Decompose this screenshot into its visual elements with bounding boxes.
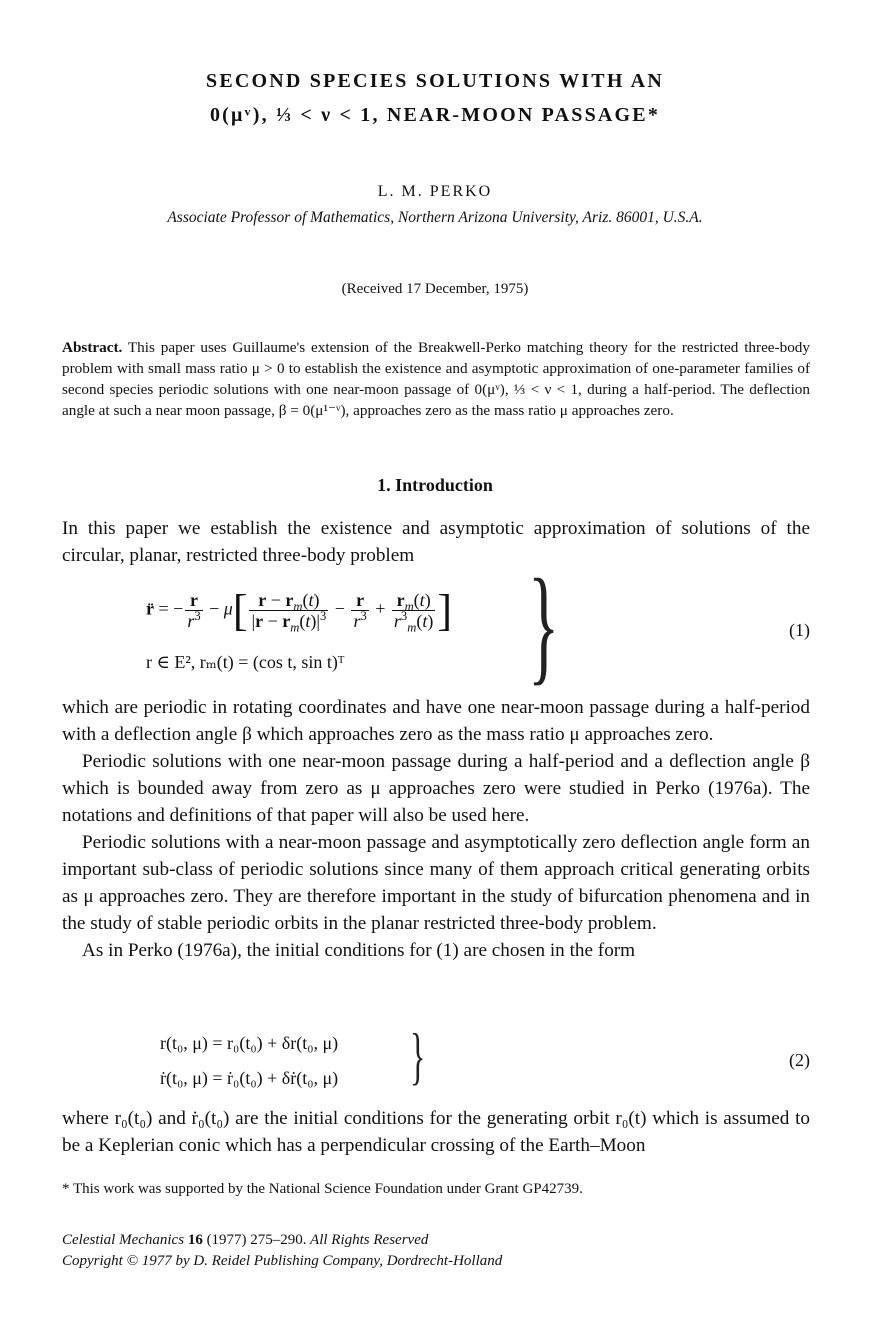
equation-1-line-1: r̈ = − $\frac{r}{r^3}$ − μ[ $\frac{r - r_m(t)}{|r - r_m(t)|^3}$ − $\frac{r}{r^3}$ + $\frac{r_m(t)}{r^3_m(t)}$ ] <box>146 586 452 635</box>
journal-name: Celestial Mechanics <box>62 1232 185 1248</box>
author-affiliation: Associate Professor of Mathematics, Northern Arizona University, Ariz. 86001, U.S.A. <box>167 209 703 226</box>
equation-1-brace: } <box>528 553 560 697</box>
intro-paragraph-6: where r₀(t₀) and ṙ₀(t₀) are the initial conditions for the generating orbit r₀(t) which is assumed to be a Keplerian conic which has a perpendicular crossing of the Earth–Moon <box>62 1108 810 1156</box>
section-heading: 1. Introduction <box>377 475 493 495</box>
abstract <box>62 337 810 421</box>
journal-rights: All Rights Reserved <box>310 1232 429 1248</box>
intro-paragraph-4: Periodic solutions with a near-moon passage and asymptotically zero deflection angle form an important sub-class of periodic solutions since many of them approach critical generating orbits as μ approaches zero. They are therefore important in the study of bifurcation phenomena and in the study of stable periodic orbits in the planar restricted three-body problem. <box>62 832 810 934</box>
abstract-label: Abstract. <box>62 339 123 356</box>
author-name: L. M. PERKO <box>377 183 493 200</box>
intro-paragraph-3: Periodic solutions with one near-moon passage during a half-period and a deflection angle β which is bounded away from zero as μ approaches zero were studied in Perko (1976a). The notations and definitions of that paper will also be used here. <box>62 751 810 826</box>
paper-title-line-1: SECOND SPECIES SOLUTIONS WITH AN <box>206 70 664 92</box>
equation-2-line-1: r(t₀, μ) = r₀(t₀) + δr(t₀, μ) <box>160 1033 339 1053</box>
abstract-text: This paper uses Guillaume's extension of the Breakwell-Perko matching theory for the restricted three-body problem with small mass ratio μ > 0 to establish the existence and asymptotic approximation of one-parameter families of second species periodic solutions with one near-moon passage of 0(μᵛ), ⅓ < ν < 1, during a half-period. The deflection angle at such a near moon passage, β = 0(μ¹⁻ᵛ), approaches zero as the mass ratio μ approaches zero. <box>62 339 810 419</box>
intro-paragraphs <box>62 694 810 964</box>
journal-details: (1977) 275–290. <box>206 1232 307 1248</box>
paper-title-line-2: 0(μᵛ), ⅓ < ν < 1, NEAR-MOON PASSAGE* <box>209 104 661 126</box>
journal-copyright: Copyright © 1977 by D. Reidel Publishing Company, Dordrecht-Holland <box>62 1253 503 1269</box>
equation-1-number: (1) <box>789 620 810 640</box>
equation-2-number: (2) <box>789 1050 810 1070</box>
equation-2-brace: } <box>410 1020 426 1091</box>
equation-1-line-2: r ∈ E², rₘ(t) = (cos t, sin t)ᵀ <box>146 652 345 672</box>
intro-paragraph-1: In this paper we establish the existence and asymptotic approximation of solutions of the circular, planar, restricted three-body problem <box>62 518 810 566</box>
intro-paragraph-5: As in Perko (1976a), the initial conditions for (1) are chosen in the form <box>82 940 636 961</box>
received-date: (Received 17 December, 1975) <box>341 281 529 297</box>
journal-volume: 16 <box>187 1232 203 1248</box>
footnote: * This work was supported by the National Science Foundation under Grant GP42739. <box>62 1181 583 1197</box>
equation-2-line-2: ṙ(t₀, μ) = ṙ₀(t₀) + δṙ(t₀, μ) <box>160 1068 339 1088</box>
intro-paragraph-2: which are periodic in rotating coordinates and have one near-moon passage during a half-period with a deflection angle β which approaches zero as the mass ratio μ approaches zero. <box>62 697 810 745</box>
journal-citation <box>62 1232 810 1249</box>
